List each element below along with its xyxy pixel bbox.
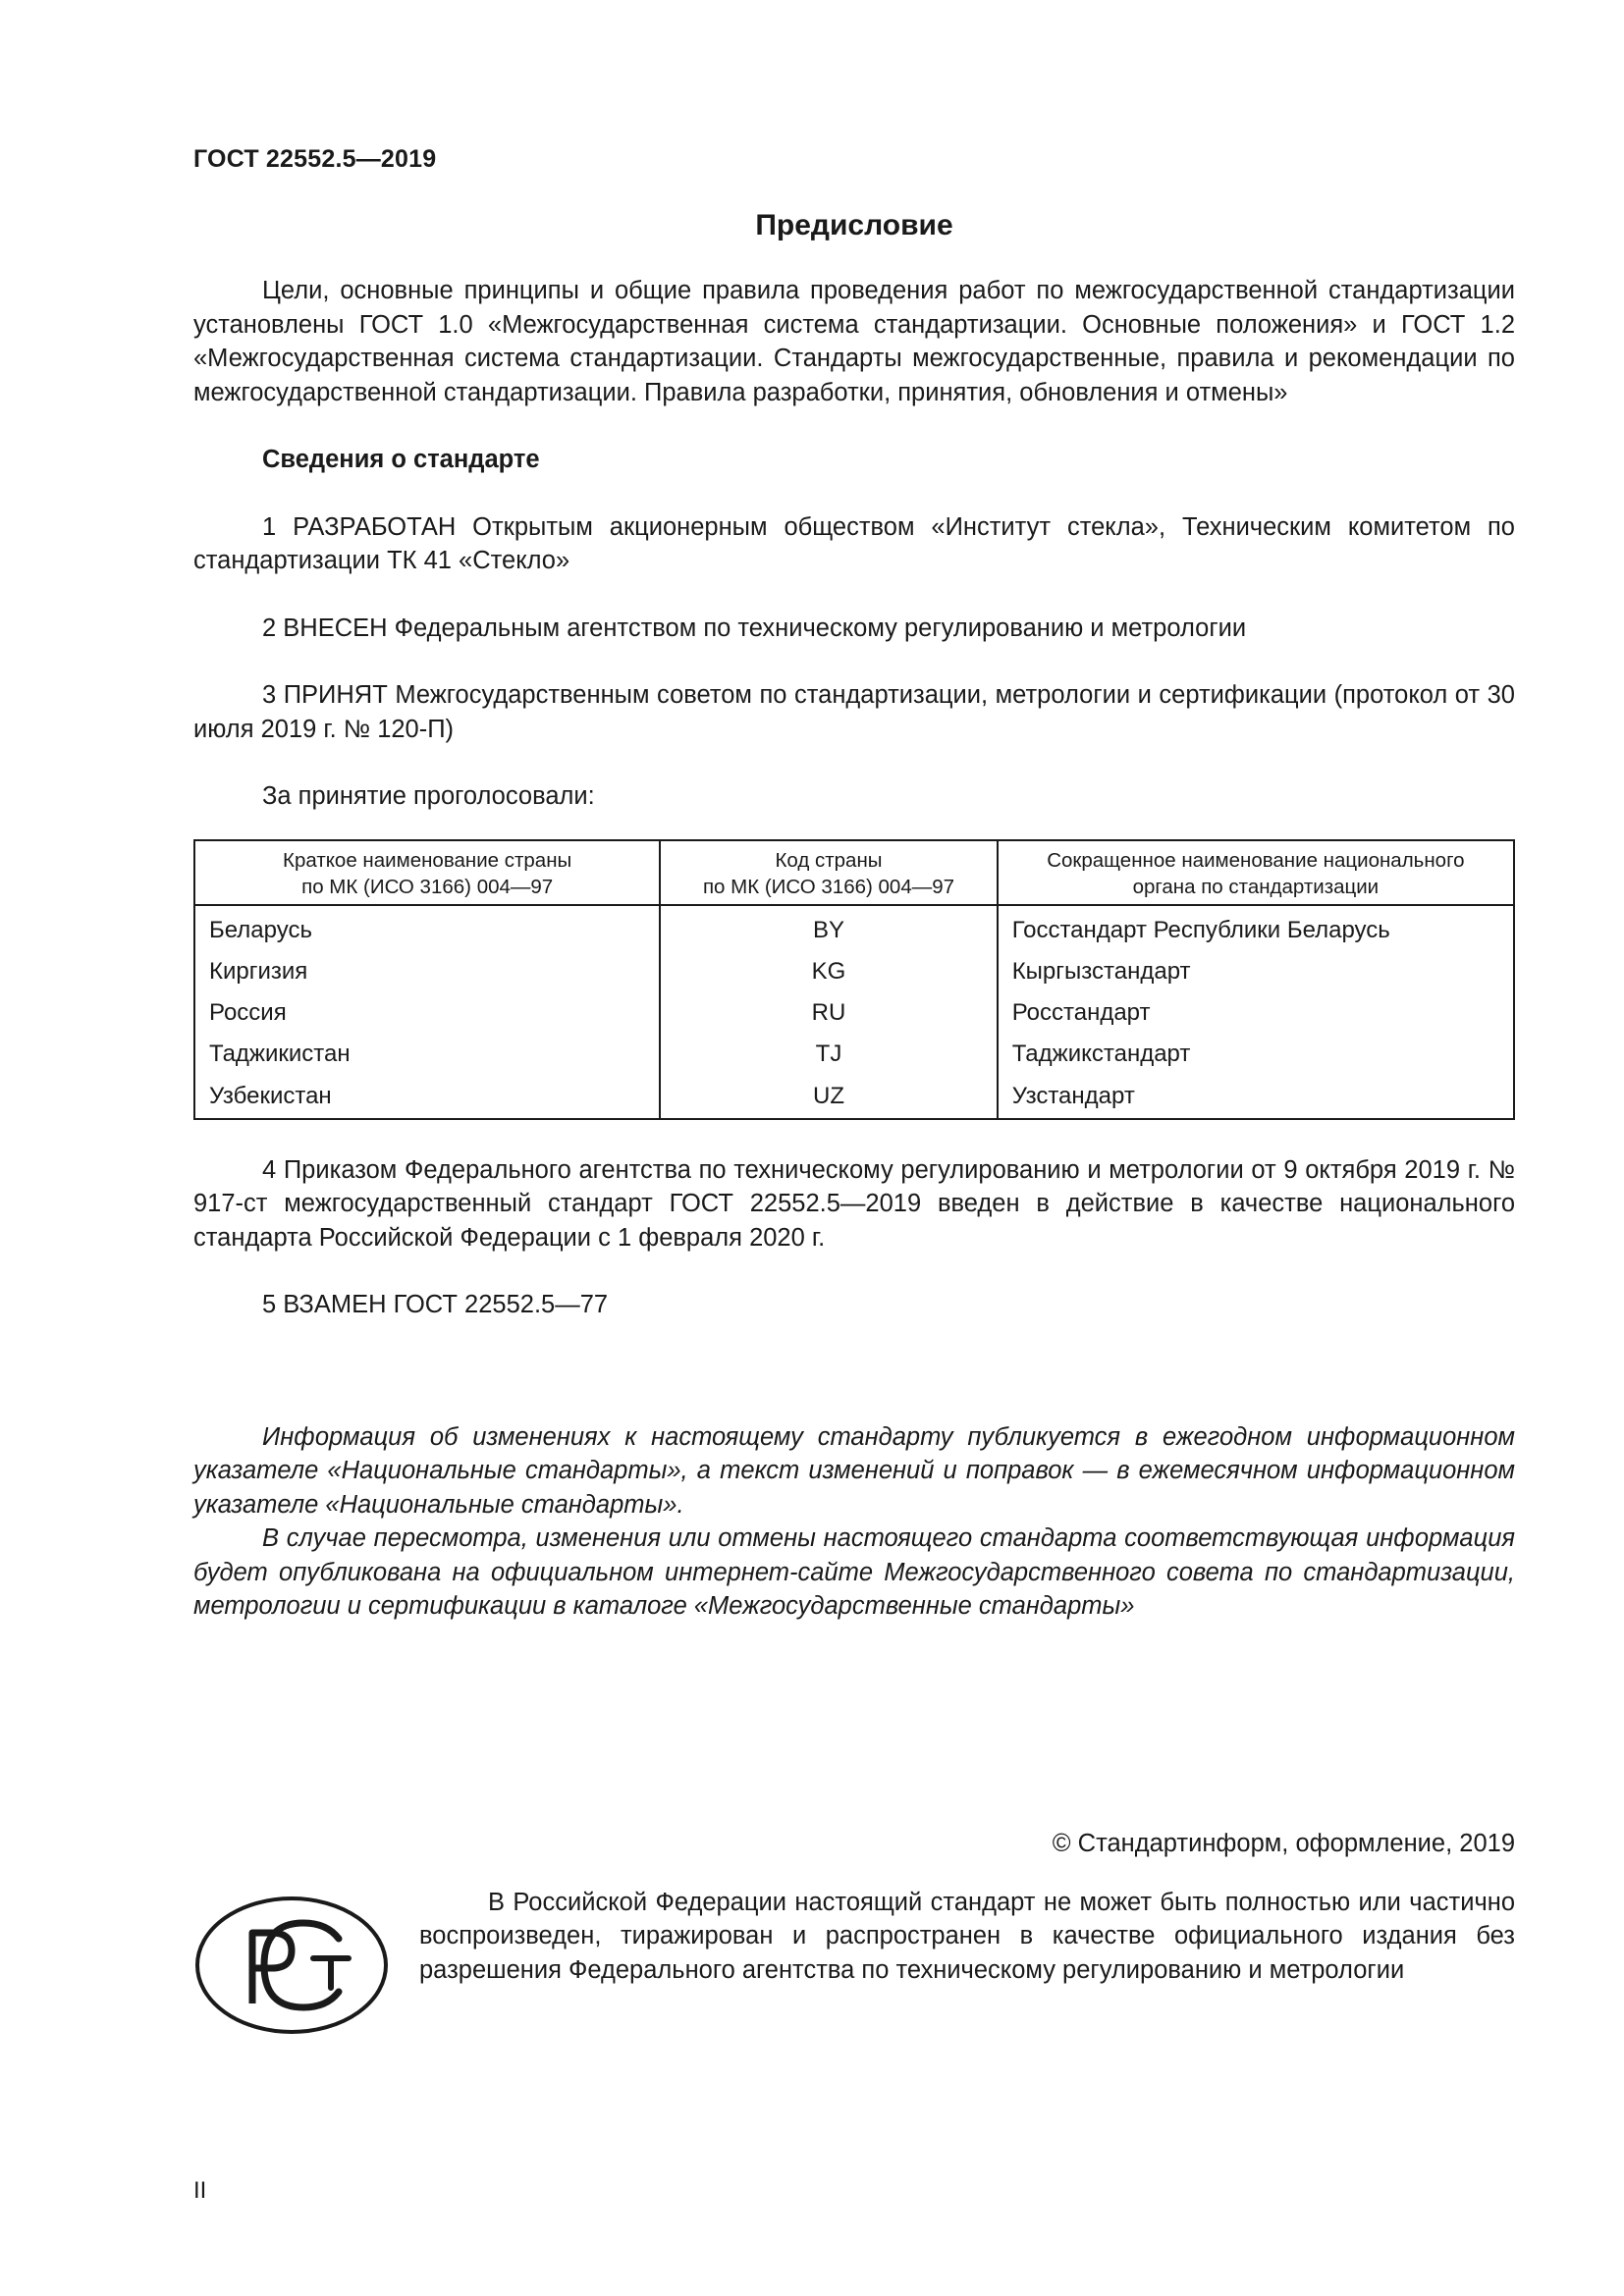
- cell-body: Таджикстандарт: [998, 1034, 1514, 1075]
- cell-code: RU: [660, 992, 997, 1034]
- page-number: II: [193, 2177, 207, 2204]
- cell-code: UZ: [660, 1075, 997, 1119]
- column-header-country: Краткое наименование страны по МК (ИСО 3166) 004—97: [194, 840, 660, 905]
- cell-country: Киргизия: [194, 951, 660, 992]
- vote-table-header-row: [194, 840, 1514, 905]
- column-header-body: Сокращенное наименование национального органа по стандартизации: [998, 840, 1514, 905]
- section-heading: Сведения о стандарте: [262, 446, 540, 473]
- cell-body: Госстандарт Республики Беларусь: [998, 905, 1514, 951]
- table-row: [194, 905, 1514, 951]
- cell-country: Узбекистан: [194, 1075, 660, 1119]
- item-adopted: 3 ПРИНЯТ Межгосударственным советом по стандартизации, метрологии и сертификации (протокол от 30 июля 2019 г. № 120-П): [193, 681, 1515, 743]
- item-developed: 1 РАЗРАБОТАН Открытым акционерным обществом «Институт стекла», Техническим комитетом по стандартизации ТК 41 «Стекло»: [193, 512, 1515, 574]
- intro-paragraph: Цели, основные принципы и общие правила проведения работ по межгосударственной стандартизации установлены ГОСТ 1.0 «Межгосударственная система стандартизации. Основные положения» и ГОСТ 1.2 «Межгосударственная система стандартизации. Стандарты межгосударственные, правила и рекомендации по межгосударственной стандартизации. Правила разработки, принятия, обновления и отмены»: [193, 277, 1515, 406]
- table-row: [194, 1034, 1514, 1075]
- table-row: [194, 1075, 1514, 1119]
- vote-table: [193, 839, 1515, 1120]
- cell-country: Таджикистан: [194, 1034, 660, 1075]
- cell-code: KG: [660, 951, 997, 992]
- page-title: Предисловие: [755, 209, 953, 241]
- item-replaces: 5 ВЗАМЕН ГОСТ 22552.5—77: [262, 1291, 609, 1318]
- cell-code: BY: [660, 905, 997, 951]
- document-page: [193, 145, 1515, 2226]
- rst-seal-icon: [193, 1894, 390, 2037]
- cell-body: Узстандарт: [998, 1075, 1514, 1119]
- cell-country: Беларусь: [194, 905, 660, 951]
- item-introduced: 2 ВНЕСЕН Федеральным агентством по техническому регулированию и метрологии: [262, 614, 1247, 642]
- footer-block: [193, 1886, 1515, 2023]
- cell-country: Россия: [194, 992, 660, 1034]
- voted-label: За принятие проголосовали:: [262, 782, 595, 810]
- cell-body: Кыргызстандарт: [998, 951, 1514, 992]
- cell-body: Росстандарт: [998, 992, 1514, 1034]
- cell-code: TJ: [660, 1034, 997, 1075]
- item-enacted: 4 Приказом Федерального агентства по техническому регулированию и метрологии от 9 октября 2019 г. № 917-ст межгосударственный стандарт ГОСТ 22552.5—2019 введен в действие в качестве национального стандарта Российской Федерации с 1 февраля 2020 г.: [193, 1155, 1515, 1252]
- reproduction-notice: В Российской Федерации настоящий стандарт не может быть полностью или частично воспроизведен, тиражирован и распространен в качестве официального издания без разрешения Федерального агентства по техническому регулированию и метрологии: [419, 1888, 1515, 1984]
- info-note-revision: В случае пересмотра, изменения или отмены настоящего стандарта соответствующая информация будет опубликована на официальном интернет-сайте Межгосударственного совета по стандартизации, метрологии и сертификации в каталоге «Межгосударственные стандарты»: [193, 1524, 1515, 1620]
- document-code: ГОСТ 22552.5—2019: [193, 145, 437, 173]
- table-row: [194, 992, 1514, 1034]
- copyright-notice: © Стандартинформ, оформление, 2019: [1052, 1829, 1515, 1857]
- info-note-changes: Информация об изменениях к настоящему стандарту публикуется в ежегодном информационном указателе «Национальные стандарты», а текст изменений и поправок — в ежемесячном информационном указателе «Национальные стандарты».: [193, 1422, 1515, 1519]
- column-header-code: Код страны по МК (ИСО 3166) 004—97: [660, 840, 997, 905]
- table-row: [194, 951, 1514, 992]
